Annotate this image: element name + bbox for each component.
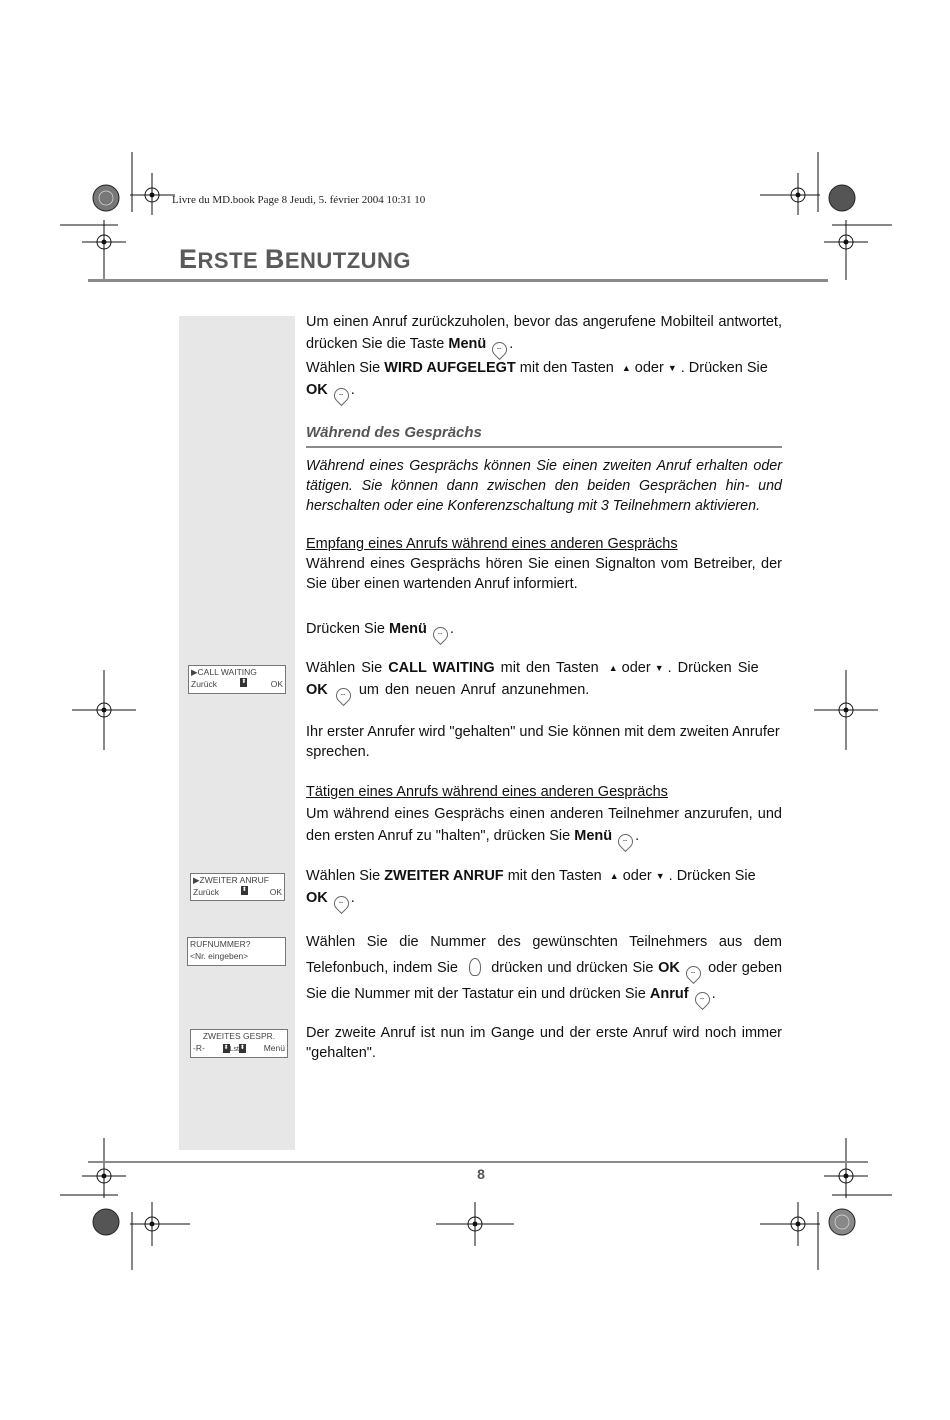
menu-key-label: Menü: [448, 336, 487, 352]
lcd-right-label: OK: [270, 679, 283, 689]
chapter-title-rest-1: RSTE: [197, 248, 259, 273]
make-text: . Drücken Sie: [668, 868, 756, 884]
section-intro: Während eines Gesprächs können Sie einen zweiten Anruf erhalten oder tätigen. Sie können dann zwischen den beiden Gesprächen hin- und herschalten oder eine Konferenzschaltung mit 3 Teilnehmern aktivieren.: [306, 458, 782, 514]
softkey-icon: --: [615, 831, 636, 852]
lcd-mid-label: Lst: [229, 1046, 239, 1053]
ok-key-label: OK: [306, 682, 328, 698]
print-header: Livre du MD.book Page 8 Jeudi, 5. février 2004 10:31 10: [172, 194, 426, 206]
lcd-title: ▶ZWEITER ANRUF: [193, 875, 269, 885]
arrow-up-icon: ▲: [609, 871, 619, 881]
arrow-up-icon: ▲: [621, 363, 631, 373]
receive-text: . Drücken Sie: [667, 660, 759, 676]
make-text: Um während eines Gesprächs einen anderen Teilnehmer anzurufen, und den ersten Anruf zu "halten", drücken Sie: [306, 806, 782, 844]
lcd-title: ▶CALL WAITING: [191, 667, 257, 677]
receive-text: Während eines Gesprächs hören Sie einen Signalton vom Betreiber, der Sie über einen wartenden Anruf informiert.: [306, 556, 782, 592]
arrow-down-icon: ▼: [655, 871, 665, 881]
receive-text: oder: [621, 660, 651, 676]
menu-key-label: Menü: [389, 621, 427, 637]
chapter-title-initial-1: E: [179, 244, 198, 274]
make-number: Wählen Sie die Nummer des gewünschten Teilnehmers aus dem Telefonbuch, indem Sie drücken und drücken Sie OK -- oder geben Sie die Nummer mit der Tastatur ein und drücken Sie Anruf -- .: [306, 929, 782, 1007]
lcd-zweiter-anruf: [190, 873, 285, 901]
receive-block: [306, 534, 782, 594]
softkey-icon: --: [489, 339, 510, 360]
intro-text: mit den Tasten: [519, 360, 614, 376]
nav-updown-icon: ⬍: [239, 1045, 245, 1052]
softkey-icon: --: [331, 893, 352, 914]
chapter-title-rest-2: ENUTZUNG: [284, 248, 412, 273]
make-text: Wählen Sie: [306, 868, 381, 884]
nav-updown-icon: ⬍: [223, 1045, 229, 1052]
lcd-right-label: Menü: [263, 1043, 285, 1053]
receive-subtitle: Empfang eines Anrufs während eines anderen Gesprächs: [306, 536, 678, 552]
nav-updown-icon: ⬍: [241, 679, 247, 685]
make-text: Wählen Sie die Nummer des gewünschten Teilnehmers aus dem Telefonbuch, indem Sie: [306, 934, 782, 976]
option-label: WIRD AUFGELEGT: [384, 360, 516, 376]
make-select: Wählen Sie ZWEITER ANRUF mit den Tasten ▲ oder ▼ . Drücken Sie OK -- .: [306, 865, 782, 911]
lcd-zweites-gespraech: [190, 1029, 288, 1058]
section-heading: Während des Gesprächs: [306, 424, 782, 448]
softkey-icon: --: [333, 685, 354, 706]
lcd-left-label: Zurück: [191, 679, 217, 689]
top-rule: [88, 279, 828, 282]
receive-press-text: Drücken Sie: [306, 621, 385, 637]
arrow-down-icon: ▼: [667, 363, 677, 373]
option-label: ZWEITER ANRUF: [384, 868, 504, 884]
make-text: mit den Tasten: [507, 868, 602, 884]
arrow-up-icon: ▲: [608, 663, 618, 673]
ok-key-label: OK: [658, 960, 680, 976]
receive-press-menu: Drücken Sie Menü -- .: [306, 618, 782, 642]
intro-text: oder: [634, 360, 664, 376]
ok-key-label: OK: [306, 890, 328, 906]
make-block: Tätigen eines Anrufs während eines anderen Gesprächs Um während eines Gesprächs einen anderen Teilnehmer anzurufen, und den ersten Anruf zu "halten", drücken Sie Menü -- .: [306, 781, 782, 849]
page-number: 8: [477, 1166, 485, 1182]
make-subtitle: Tätigen eines Anrufs während eines anderen Gesprächs: [306, 784, 668, 800]
make-text: drücken und drücken Sie: [491, 960, 654, 976]
lcd-left-label: -R-: [193, 1043, 205, 1053]
lcd-left-label: Zurück: [193, 887, 219, 897]
chapter-title: [179, 244, 411, 275]
lcd-subtitle: <Nr. eingeben>: [190, 951, 249, 961]
receive-text: mit den Tasten: [500, 660, 599, 676]
anruf-key-label: Anruf: [649, 986, 689, 1002]
softkey-icon: --: [683, 963, 704, 984]
softkey-icon: --: [331, 385, 352, 406]
intro-text: Wählen Sie: [306, 360, 381, 376]
intro-text: . Drücken Sie: [680, 360, 768, 376]
softkey-icon: --: [691, 989, 712, 1010]
receive-text: um den neuen Anruf anzunehmen.: [358, 682, 590, 698]
receive-text: Wählen Sie: [306, 660, 383, 676]
lcd-title: RUFNUMMER?: [190, 939, 251, 949]
nav-updown-icon: ⬍: [241, 887, 247, 893]
bottom-rule: [88, 1161, 868, 1163]
intro-line1: Um einen Anruf zurückzuholen, bevor das angerufene Mobilteil antwortet, drücken Sie die Taste: [306, 314, 782, 352]
receive-select: [306, 657, 782, 703]
intro-paragraph: Um einen Anruf zurückzuholen, bevor das angerufene Mobilteil antwortet, drücken Sie die Taste Menü -- . Wählen Sie WIRD AUFGELEGT mit den Tasten ▲ oder ▼ . Drücken Sie OK -- .: [306, 311, 782, 403]
make-text: oder geben Sie die Nummer mit der Tastatur ein und drücken Sie: [306, 960, 783, 1002]
lcd-call-waiting: [188, 665, 286, 694]
receive-held: Ihr erster Anrufer wird "gehalten" und Sie können mit dem zweiten Anrufer sprechen.: [306, 724, 780, 760]
phonebook-key-icon: [469, 958, 481, 976]
option-label: CALL WAITING: [388, 660, 495, 676]
menu-key-label: Menü: [574, 828, 613, 844]
chapter-title-initial-2: B: [264, 244, 285, 274]
lcd-right-label: OK: [269, 887, 282, 897]
lcd-title: ZWEITES GESPR.: [202, 1031, 276, 1041]
arrow-down-icon: ▼: [654, 663, 664, 673]
margin-sidebar: [179, 316, 295, 1150]
ok-key-label: OK: [306, 382, 328, 398]
softkey-icon: --: [430, 624, 451, 645]
make-final: Der zweite Anruf ist nun im Gange und der erste Anruf wird noch immer "gehalten".: [306, 1025, 782, 1061]
lcd-rufnummer: [187, 937, 286, 966]
make-text: oder: [622, 868, 652, 884]
